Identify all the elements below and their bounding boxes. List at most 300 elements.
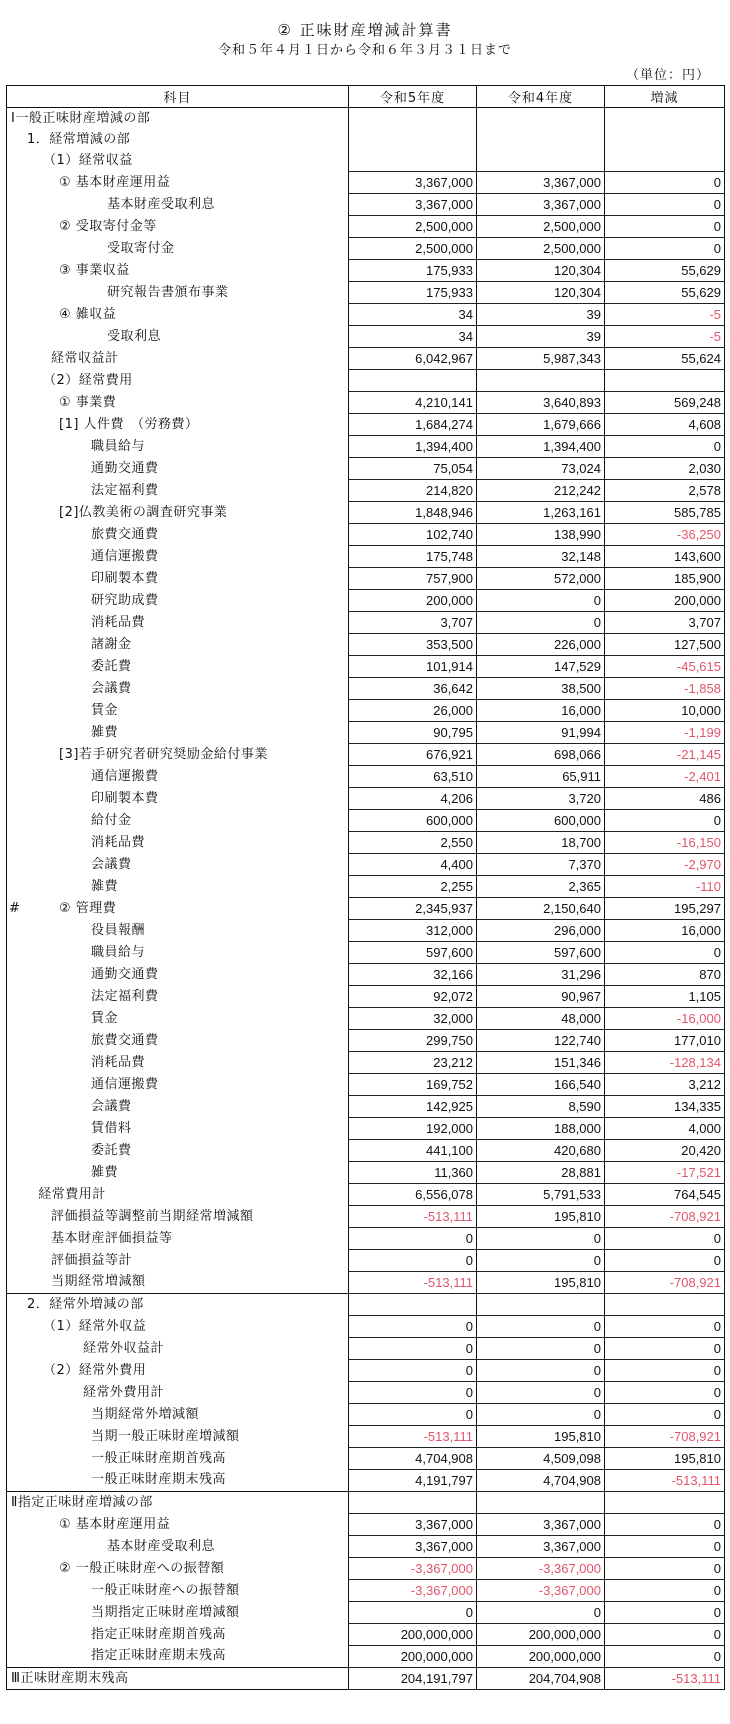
row-label: 通勤交通費 — [7, 458, 349, 480]
table-row — [7, 458, 725, 480]
previous-year-value: -3,367,000 — [477, 1558, 605, 1580]
table-row — [7, 1250, 725, 1272]
table-row — [7, 150, 725, 172]
previous-year-value — [477, 1294, 605, 1316]
table-row — [7, 678, 725, 700]
table-row — [7, 898, 725, 920]
change-value: 20,420 — [605, 1140, 725, 1162]
row-label: 1．経常増減の部 — [7, 129, 349, 150]
current-year-value: 4,191,797 — [349, 1470, 477, 1492]
table-row — [7, 282, 725, 304]
row-label: 役員報酬 — [7, 920, 349, 942]
previous-year-value: 0 — [477, 1338, 605, 1360]
current-year-value: 204,191,797 — [349, 1668, 477, 1690]
row-label: Ⅱ指定正味財産増減の部 — [7, 1492, 349, 1514]
previous-year-value: 4,509,098 — [477, 1448, 605, 1470]
current-year-value: 142,925 — [349, 1096, 477, 1118]
current-year-value: 0 — [349, 1316, 477, 1338]
change-value — [605, 370, 725, 392]
current-year-value: 23,212 — [349, 1052, 477, 1074]
document-title: ② 正味財産増減計算書 — [277, 21, 453, 39]
change-value: 0 — [605, 1250, 725, 1272]
row-label: 賃金 — [7, 700, 349, 722]
change-value: -128,134 — [605, 1052, 725, 1074]
previous-year-value: 31,296 — [477, 964, 605, 986]
current-year-value: 6,556,078 — [349, 1184, 477, 1206]
statement-table — [6, 85, 725, 1690]
previous-year-value: 0 — [477, 1404, 605, 1426]
previous-year-value: 1,679,666 — [477, 414, 605, 436]
table-row — [7, 1470, 725, 1492]
previous-year-value: 2,500,000 — [477, 238, 605, 260]
current-year-value: 200,000,000 — [349, 1624, 477, 1646]
change-value: -45,615 — [605, 656, 725, 678]
previous-year-value: 0 — [477, 1316, 605, 1338]
current-year-value: 757,900 — [349, 568, 477, 590]
current-year-value: 101,914 — [349, 656, 477, 678]
table-row — [7, 392, 725, 414]
table-row — [7, 370, 725, 392]
change-value: 0 — [605, 1316, 725, 1338]
previous-year-value: 188,000 — [477, 1118, 605, 1140]
change-value: 0 — [605, 1580, 725, 1602]
table-row — [7, 1338, 725, 1360]
previous-year-value: 138,990 — [477, 524, 605, 546]
change-value: 0 — [605, 1514, 725, 1536]
row-label: 評価損益等計 — [7, 1250, 349, 1272]
change-value: -2,970 — [605, 854, 725, 876]
change-value: -16,150 — [605, 832, 725, 854]
table-row — [7, 1030, 725, 1052]
previous-year-value: 0 — [477, 590, 605, 612]
previous-year-value — [477, 1492, 605, 1514]
current-year-value: 353,500 — [349, 634, 477, 656]
table-row — [7, 348, 725, 370]
row-label: （2）経常外費用 — [7, 1360, 349, 1382]
row-label: 雑費 — [7, 876, 349, 898]
table-row — [7, 1426, 725, 1448]
table-row — [7, 1294, 725, 1316]
table-row — [7, 1668, 725, 1690]
previous-year-value: 65,911 — [477, 766, 605, 788]
previous-year-value: 4,704,908 — [477, 1470, 605, 1492]
current-year-value: 2,255 — [349, 876, 477, 898]
previous-year-value: 120,304 — [477, 282, 605, 304]
table-row — [7, 1536, 725, 1558]
current-year-value: 175,748 — [349, 546, 477, 568]
previous-year-value: 698,066 — [477, 744, 605, 766]
change-value: -708,921 — [605, 1272, 725, 1294]
row-label: 消耗品費 — [7, 832, 349, 854]
table-row — [7, 1118, 725, 1140]
change-value: 3,707 — [605, 612, 725, 634]
current-year-value: 175,933 — [349, 260, 477, 282]
table-row — [7, 590, 725, 612]
previous-year-value: 3,367,000 — [477, 1536, 605, 1558]
previous-year-value: 151,346 — [477, 1052, 605, 1074]
current-year-value: 3,707 — [349, 612, 477, 634]
row-label: 一般正味財産期末残高 — [7, 1470, 349, 1492]
change-value: 0 — [605, 1228, 725, 1250]
table-row — [7, 216, 725, 238]
current-year-value: -513,111 — [349, 1426, 477, 1448]
row-label: 当期指定正味財産増減額 — [7, 1602, 349, 1624]
table-row — [7, 194, 725, 216]
current-year-value: 34 — [349, 304, 477, 326]
change-value: 0 — [605, 942, 725, 964]
change-value: 1,105 — [605, 986, 725, 1008]
change-value: 177,010 — [605, 1030, 725, 1052]
previous-year-value: 48,000 — [477, 1008, 605, 1030]
row-label: 会議費 — [7, 854, 349, 876]
table-row — [7, 1624, 725, 1646]
previous-year-value: 28,881 — [477, 1162, 605, 1184]
table-row — [7, 1140, 725, 1162]
table-row — [7, 876, 725, 898]
change-value: -17,521 — [605, 1162, 725, 1184]
row-label: （1）経常収益 — [7, 150, 349, 172]
change-value — [605, 1294, 725, 1316]
row-label: 通信運搬費 — [7, 1074, 349, 1096]
row-label: 経常収益計 — [7, 348, 349, 370]
row-label: 基本財産受取利息 — [7, 1536, 349, 1558]
current-year-value: 6,042,967 — [349, 348, 477, 370]
row-label: 賃借料 — [7, 1118, 349, 1140]
change-value: -1,858 — [605, 678, 725, 700]
table-row — [7, 832, 725, 854]
table-row — [7, 326, 725, 348]
current-year-value: 597,600 — [349, 942, 477, 964]
change-value: 55,629 — [605, 282, 725, 304]
table-row — [7, 1580, 725, 1602]
previous-year-value: 0 — [477, 1602, 605, 1624]
table-row — [7, 1008, 725, 1030]
change-value — [605, 108, 725, 130]
current-year-value: 3,367,000 — [349, 194, 477, 216]
row-label: 評価損益等調整前当期経常増減額 — [7, 1206, 349, 1228]
table-row — [7, 1514, 725, 1536]
previous-year-value: 3,720 — [477, 788, 605, 810]
current-year-value: 26,000 — [349, 700, 477, 722]
previous-year-value: 120,304 — [477, 260, 605, 282]
table-row — [7, 920, 725, 942]
row-label: ① 基本財産運用益 — [7, 1514, 349, 1536]
change-value: 764,545 — [605, 1184, 725, 1206]
change-value — [605, 1492, 725, 1514]
change-value: -16,000 — [605, 1008, 725, 1030]
current-year-value: 676,921 — [349, 744, 477, 766]
table-row — [7, 1228, 725, 1250]
current-year-value: 32,166 — [349, 964, 477, 986]
previous-year-value: 5,791,533 — [477, 1184, 605, 1206]
previous-year-value: 8,590 — [477, 1096, 605, 1118]
row-label: 基本財産受取利息 — [7, 194, 349, 216]
current-year-value: 3,367,000 — [349, 172, 477, 194]
change-value: 55,629 — [605, 260, 725, 282]
change-value: 0 — [605, 1382, 725, 1404]
current-year-value: 600,000 — [349, 810, 477, 832]
current-year-value: 1,394,400 — [349, 436, 477, 458]
previous-year-value: 572,000 — [477, 568, 605, 590]
row-label: ① 事業費 — [7, 392, 349, 414]
previous-year-value: 600,000 — [477, 810, 605, 832]
previous-year-value: 90,967 — [477, 986, 605, 1008]
previous-year-value: 1,394,400 — [477, 436, 605, 458]
change-value: 55,624 — [605, 348, 725, 370]
change-value: 585,785 — [605, 502, 725, 524]
table-row — [7, 108, 725, 130]
table-row — [7, 942, 725, 964]
previous-year-value: 166,540 — [477, 1074, 605, 1096]
table-row — [7, 1052, 725, 1074]
previous-year-value: 5,987,343 — [477, 348, 605, 370]
previous-year-value: 3,367,000 — [477, 1514, 605, 1536]
row-label: 雑費 — [7, 722, 349, 744]
current-year-value: 1,848,946 — [349, 502, 477, 524]
change-value: 195,810 — [605, 1448, 725, 1470]
current-year-value: 3,367,000 — [349, 1514, 477, 1536]
table-row — [7, 1272, 725, 1294]
row-label: 当期一般正味財産増減額 — [7, 1426, 349, 1448]
change-value: 569,248 — [605, 392, 725, 414]
row-label: 研究報告書頒布事業 — [7, 282, 349, 304]
previous-year-value: 122,740 — [477, 1030, 605, 1052]
change-value: 486 — [605, 788, 725, 810]
change-value: 0 — [605, 1624, 725, 1646]
current-year-value — [349, 1492, 477, 1514]
row-label: 職員給与 — [7, 436, 349, 458]
row-label: ② 一般正味財産への振替額 — [7, 1558, 349, 1580]
change-value: -5 — [605, 304, 725, 326]
change-value: 0 — [605, 810, 725, 832]
row-label: ③ 事業収益 — [7, 260, 349, 282]
current-year-value: 192,000 — [349, 1118, 477, 1140]
current-year-value: 4,210,141 — [349, 392, 477, 414]
table-row — [7, 414, 725, 436]
row-label: 法定福利費 — [7, 480, 349, 502]
row-label: 経常費用計 — [7, 1184, 349, 1206]
current-year-value: 0 — [349, 1382, 477, 1404]
row-label: 諸謝金 — [7, 634, 349, 656]
change-value — [605, 150, 725, 172]
current-year-value: 34 — [349, 326, 477, 348]
previous-year-value: 32,148 — [477, 546, 605, 568]
current-year-value: 2,345,937 — [349, 898, 477, 920]
current-year-value: 0 — [349, 1338, 477, 1360]
row-label: Ⅲ正味財産期末残高 — [7, 1668, 349, 1690]
current-year-value: 0 — [349, 1602, 477, 1624]
row-label: 通勤交通費 — [7, 964, 349, 986]
row-label: 法定福利費 — [7, 986, 349, 1008]
row-label-text: ② 管理費 — [59, 900, 117, 916]
row-label: 委託費 — [7, 1140, 349, 1162]
table-row — [7, 172, 725, 194]
change-value: 185,900 — [605, 568, 725, 590]
row-label: [1] 人件費 （労務費） — [7, 414, 349, 436]
current-year-value: 3,367,000 — [349, 1536, 477, 1558]
change-value: -513,111 — [605, 1470, 725, 1492]
current-year-value — [349, 370, 477, 392]
current-year-value: 2,550 — [349, 832, 477, 854]
current-year-value: 0 — [349, 1228, 477, 1250]
current-year-value: 63,510 — [349, 766, 477, 788]
row-label: 受取利息 — [7, 326, 349, 348]
current-year-value — [349, 1294, 477, 1316]
previous-year-value: 195,810 — [477, 1206, 605, 1228]
previous-year-value: 18,700 — [477, 832, 605, 854]
change-value: 134,335 — [605, 1096, 725, 1118]
table-row — [7, 810, 725, 832]
change-value: 195,297 — [605, 898, 725, 920]
current-year-value: 11,360 — [349, 1162, 477, 1184]
change-value: -708,921 — [605, 1426, 725, 1448]
table-body — [7, 108, 725, 1690]
table-row — [7, 129, 725, 150]
change-value: 0 — [605, 436, 725, 458]
current-year-value: 32,000 — [349, 1008, 477, 1030]
row-label: 会議費 — [7, 678, 349, 700]
current-year-value — [349, 108, 477, 130]
table-row — [7, 1492, 725, 1514]
current-year-value: 1,684,274 — [349, 414, 477, 436]
row-label: 指定正味財産期末残高 — [7, 1646, 349, 1668]
change-value: 0 — [605, 216, 725, 238]
row-marker: # — [9, 900, 21, 916]
row-label: （2）経常費用 — [7, 370, 349, 392]
row-label: 印刷製本費 — [7, 788, 349, 810]
table-row — [7, 502, 725, 524]
change-value: -1,199 — [605, 722, 725, 744]
row-label: 当期経常外増減額 — [7, 1404, 349, 1426]
previous-year-value: 16,000 — [477, 700, 605, 722]
row-label: 指定正味財産期首残高 — [7, 1624, 349, 1646]
table-row — [7, 656, 725, 678]
change-value: 16,000 — [605, 920, 725, 942]
table-row — [7, 304, 725, 326]
table-row — [7, 854, 725, 876]
row-label: [3]若手研究者研究奨励金給付事業 — [7, 744, 349, 766]
row-label: 受取寄付金 — [7, 238, 349, 260]
current-year-value: 0 — [349, 1250, 477, 1272]
table-row — [7, 524, 725, 546]
current-year-value: 90,795 — [349, 722, 477, 744]
current-year-value — [349, 150, 477, 172]
previous-year-value: 0 — [477, 612, 605, 634]
row-label: 通信運搬費 — [7, 546, 349, 568]
table-row — [7, 744, 725, 766]
previous-year-value: 3,367,000 — [477, 172, 605, 194]
table-row — [7, 1096, 725, 1118]
change-value: -5 — [605, 326, 725, 348]
row-label: 通信運搬費 — [7, 766, 349, 788]
row-label: （1）経常外収益 — [7, 1316, 349, 1338]
previous-year-value: 3,640,893 — [477, 392, 605, 414]
current-year-value: 0 — [349, 1360, 477, 1382]
table-row — [7, 634, 725, 656]
previous-year-value — [477, 150, 605, 172]
table-row — [7, 480, 725, 502]
previous-year-value: 195,810 — [477, 1272, 605, 1294]
previous-year-value: 0 — [477, 1228, 605, 1250]
row-label: 研究助成費 — [7, 590, 349, 612]
change-value: -513,111 — [605, 1668, 725, 1690]
previous-year-value: 1,263,161 — [477, 502, 605, 524]
change-value: 0 — [605, 172, 725, 194]
table-row — [7, 546, 725, 568]
previous-year-value: 2,365 — [477, 876, 605, 898]
change-value: 143,600 — [605, 546, 725, 568]
table-row — [7, 1162, 725, 1184]
table-row — [7, 1316, 725, 1338]
table-header — [7, 86, 725, 108]
current-year-value: 169,752 — [349, 1074, 477, 1096]
change-value: 0 — [605, 1558, 725, 1580]
current-year-value: 102,740 — [349, 524, 477, 546]
table-row — [7, 722, 725, 744]
table-row — [7, 1382, 725, 1404]
previous-year-value: 39 — [477, 304, 605, 326]
previous-year-value: 91,994 — [477, 722, 605, 744]
row-label: 印刷製本費 — [7, 568, 349, 590]
change-value: -2,401 — [605, 766, 725, 788]
change-value: 0 — [605, 1646, 725, 1668]
table-row — [7, 436, 725, 458]
table-row — [7, 612, 725, 634]
change-value: 3,212 — [605, 1074, 725, 1096]
row-label: 旅費交通費 — [7, 1030, 349, 1052]
change-value: 0 — [605, 1360, 725, 1382]
change-value: 2,030 — [605, 458, 725, 480]
previous-year-value — [477, 370, 605, 392]
table-row — [7, 1404, 725, 1426]
table-row — [7, 1646, 725, 1668]
table-row — [7, 766, 725, 788]
current-year-value — [349, 129, 477, 150]
current-year-value: 312,000 — [349, 920, 477, 942]
change-value: 0 — [605, 1404, 725, 1426]
current-year-value: 4,400 — [349, 854, 477, 876]
row-label: ② 受取寄付金等 — [7, 216, 349, 238]
row-label: 旅費交通費 — [7, 524, 349, 546]
current-year-value: -513,111 — [349, 1272, 477, 1294]
current-year-value: 441,100 — [349, 1140, 477, 1162]
column-header-current-year: 令和5年度 — [349, 86, 477, 108]
change-value: -708,921 — [605, 1206, 725, 1228]
previous-year-value: 212,242 — [477, 480, 605, 502]
current-year-value: 214,820 — [349, 480, 477, 502]
current-year-value: 2,500,000 — [349, 238, 477, 260]
previous-year-value: 7,370 — [477, 854, 605, 876]
change-value: 0 — [605, 1602, 725, 1624]
row-label — [7, 898, 349, 920]
table-row — [7, 1206, 725, 1228]
previous-year-value: 2,500,000 — [477, 216, 605, 238]
table-row — [7, 700, 725, 722]
table-row — [7, 1602, 725, 1624]
row-label: [2]仏教美術の調査研究事業 — [7, 502, 349, 524]
change-value: 4,608 — [605, 414, 725, 436]
previous-year-value — [477, 108, 605, 130]
change-value: -110 — [605, 876, 725, 898]
row-label: 2．経常外増減の部 — [7, 1294, 349, 1316]
previous-year-value: 200,000,000 — [477, 1646, 605, 1668]
change-value: -21,145 — [605, 744, 725, 766]
previous-year-value: 296,000 — [477, 920, 605, 942]
table-row — [7, 1558, 725, 1580]
row-label: 基本財産評価損益等 — [7, 1228, 349, 1250]
previous-year-value: 0 — [477, 1250, 605, 1272]
table-row — [7, 1184, 725, 1206]
